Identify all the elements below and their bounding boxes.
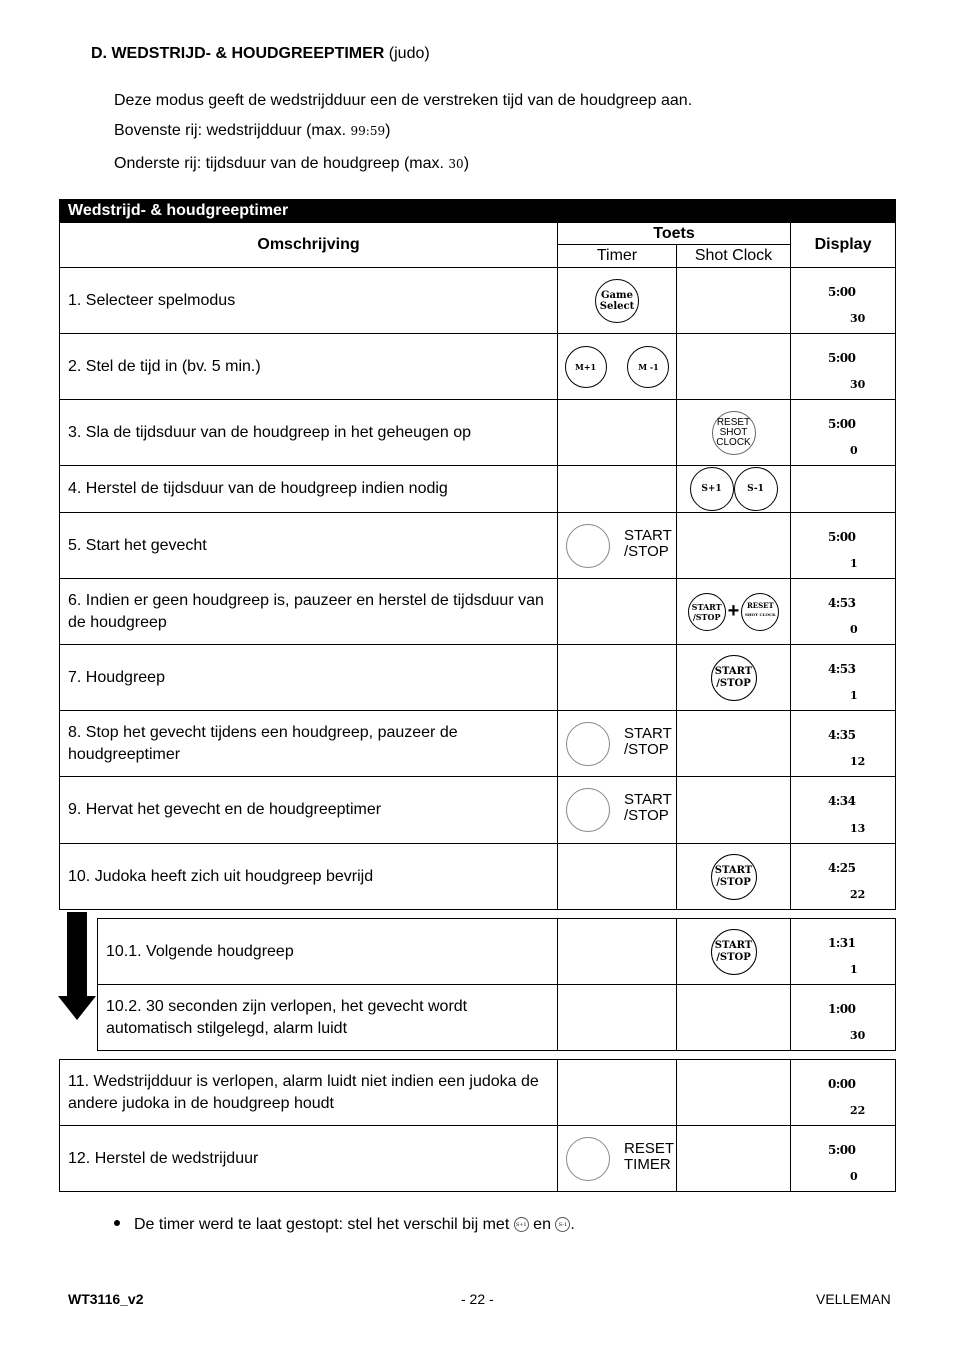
timer-text: TIMER <box>624 1155 671 1173</box>
footer-model: WT3116_v2 <box>68 1291 144 1307</box>
display-top: 5:00 <box>828 284 856 299</box>
display-top: 5:00 <box>828 529 856 544</box>
reset-shot-clock-button[interactable] <box>712 411 756 455</box>
timer-key-cell <box>558 1060 677 1126</box>
display-cell <box>791 844 896 910</box>
display-top: 0:00 <box>828 1076 856 1091</box>
row-description: 8. Stop het gevecht tijdens een houdgreep, pauzeer de houdgreeptimer <box>60 711 558 777</box>
row-description: 7. Houdgreep <box>60 645 558 711</box>
start-text: START <box>714 939 753 951</box>
display-top: 5:00 <box>828 1142 856 1157</box>
row-description: 5. Start het gevecht <box>60 513 558 579</box>
table-row <box>98 919 896 985</box>
table-row <box>60 844 896 910</box>
reset-timer-label <box>624 1141 674 1173</box>
s-plus-mini-icon: S+1 <box>514 1217 529 1232</box>
row-description: 6. Indien er geen houdgreep is, pauzeer en herstel de tijdsduur van de houdgreep <box>60 579 558 645</box>
display-bottom: 1 <box>850 688 858 702</box>
timer-key-cell <box>558 711 677 777</box>
col-header-key: Toets <box>558 223 791 245</box>
timer-key-cell <box>558 513 677 579</box>
s-plus-button[interactable]: S+1 <box>690 467 734 511</box>
display-cell <box>791 579 896 645</box>
timer-key-cell <box>558 466 677 513</box>
display-cell <box>791 985 896 1051</box>
m-minus-button[interactable]: M -1 <box>627 346 669 388</box>
display-cell <box>791 919 896 985</box>
display-top: 4:53 <box>828 661 856 676</box>
row-description: 4. Herstel de tijdsduur van de houdgreep indien nodig <box>60 466 558 513</box>
col-header-description: Omschrijving <box>60 223 558 268</box>
shot-clock-label: SHOT CLOCK <box>745 611 776 617</box>
start-text: START <box>691 601 722 612</box>
m-plus-button[interactable]: M+1 <box>565 346 607 388</box>
shotclock-key-cell <box>677 513 791 579</box>
reset-label: RESET <box>746 600 774 610</box>
shot-label: SHOT <box>719 426 748 438</box>
timer-key-cell <box>558 777 677 844</box>
intro-line-2-text: Bovenste rij: wedstrijdduur (max. <box>114 122 351 139</box>
start-stop-label <box>624 792 672 824</box>
display-cell <box>791 1060 896 1126</box>
start-stop-button[interactable] <box>558 514 676 578</box>
intro-line-3-text: Onderste rij: tijdsduur van de houdgreep (max. <box>114 155 449 172</box>
table-row <box>60 334 896 400</box>
table-row <box>60 777 896 844</box>
footer-brand: VELLEMAN <box>816 1291 891 1307</box>
row-description: 11. Wedstrijdduur is verlopen, alarm luidt niet indien een judoka de andere judoka in de houdgreep houdt <box>60 1060 558 1126</box>
note-bullet <box>114 1216 575 1234</box>
display-cell <box>791 777 896 844</box>
intro-line-2-num: 99:59 <box>350 124 386 138</box>
table-row <box>60 1126 896 1192</box>
stop-text: /STOP <box>716 677 751 689</box>
start-text: START <box>624 526 672 544</box>
intro-line-2-end: ) <box>385 122 391 139</box>
row-description: 1. Selecteer spelmodus <box>60 268 558 334</box>
row-description: 12. Herstel de wedstrijduur <box>60 1126 558 1192</box>
timer-key-cell <box>558 334 677 400</box>
intro-line-3-end: ) <box>463 155 470 172</box>
display-cell <box>791 334 896 400</box>
button-ring <box>566 722 610 766</box>
display-bottom: 12 <box>850 754 866 768</box>
timer-table <box>59 199 896 910</box>
display-top: 4:34 <box>828 793 856 808</box>
stop-text: /STOP <box>624 542 669 560</box>
bullet-icon <box>114 1220 120 1226</box>
col-header-shotclock: Shot Clock <box>677 245 791 268</box>
plus-sign: + <box>727 600 740 622</box>
note-text: De timer werd te laat gestopt: stel het verschil bij met <box>134 1216 514 1233</box>
row-description: 10.2. 30 seconden zijn verlopen, het gevecht wordt automatisch stilgelegd, alarm luidt <box>98 985 558 1051</box>
start-stop-button[interactable] <box>558 712 676 776</box>
shotclock-key-cell <box>677 919 791 985</box>
game-select-label-1: Game <box>601 289 633 301</box>
display-bottom: 0 <box>850 1169 858 1183</box>
reset-timer-button[interactable] <box>558 1127 676 1191</box>
s-minus-button[interactable]: S-1 <box>734 467 778 511</box>
timer-key-cell <box>558 844 677 910</box>
table-row <box>60 579 896 645</box>
display-top: 1:00 <box>828 1001 856 1016</box>
start-stop-label <box>624 726 672 758</box>
display-top: 1:31 <box>828 935 856 950</box>
shotclock-key-cell <box>677 334 791 400</box>
note-end: . <box>570 1216 575 1233</box>
reset-shot-clock-button[interactable] <box>741 593 779 631</box>
display-bottom: 22 <box>850 887 866 901</box>
intro-line-1: Deze modus geeft de wedstrijdduur een de verstreken tijd van de houdgreep aan. <box>114 92 693 109</box>
clock-label: CLOCK <box>716 436 751 448</box>
row-description: 2. Stel de tijd in (bv. 5 min.) <box>60 334 558 400</box>
start-stop-button[interactable] <box>558 778 676 843</box>
down-arrow-shaft <box>67 912 87 998</box>
table-row <box>60 645 896 711</box>
table-row <box>60 268 896 334</box>
display-bottom: 1 <box>850 556 858 570</box>
table-row <box>60 711 896 777</box>
col-header-display: Display <box>791 223 896 268</box>
timer-key-cell <box>558 400 677 466</box>
stop-text: /STOP <box>624 740 669 758</box>
display-bottom: 0 <box>850 443 858 457</box>
down-arrow-icon <box>58 996 96 1020</box>
stop-text: /STOP <box>624 806 669 824</box>
shotclock-key-cell <box>677 844 791 910</box>
row-description: 10.1. Volgende houdgreep <box>98 919 558 985</box>
display-bottom: 1 <box>850 962 858 976</box>
shotclock-key-cell <box>677 400 791 466</box>
display-bottom: 22 <box>850 1103 866 1117</box>
display-cell <box>791 466 896 513</box>
start-text: START <box>714 665 753 677</box>
display-cell <box>791 1126 896 1192</box>
start-text: START <box>714 864 753 876</box>
footer-page-number: - 22 - <box>461 1291 494 1307</box>
table-row <box>60 1060 896 1126</box>
shotclock-key-cell <box>677 579 791 645</box>
s-minus-mini-icon: S-1 <box>555 1217 570 1232</box>
display-bottom: 30 <box>850 377 866 391</box>
display-bottom: 0 <box>850 622 858 636</box>
start-stop-shotclock-button[interactable] <box>711 929 757 975</box>
section-heading <box>91 45 430 63</box>
table-row <box>60 400 896 466</box>
display-top: 4:25 <box>828 860 856 875</box>
start-stop-shotclock-button[interactable] <box>711 854 757 900</box>
start-stop-shotclock-button[interactable] <box>688 593 726 631</box>
timer-key-cell <box>558 1126 677 1192</box>
display-top: 4:35 <box>828 727 856 742</box>
display-top: 4:53 <box>828 595 856 610</box>
heading-bold: D. WEDSTRIJD- & HOUDGREEPTIMER <box>91 45 385 62</box>
shotclock-key-cell <box>677 645 791 711</box>
intro-line-2 <box>114 122 390 140</box>
game-select-label-2: Select <box>599 300 635 312</box>
display-top: 5:00 <box>828 416 856 431</box>
subrow-table <box>97 918 896 1051</box>
row-description: 3. Sla de tijdsduur van de houdgreep in het geheugen op <box>60 400 558 466</box>
start-stop-shotclock-button[interactable] <box>711 655 757 701</box>
shotclock-key-cell <box>677 711 791 777</box>
game-select-button[interactable] <box>595 279 639 323</box>
button-ring <box>566 1137 610 1181</box>
display-cell <box>791 513 896 579</box>
display-bottom: 30 <box>850 1028 866 1042</box>
table-row <box>98 985 896 1051</box>
display-bottom: 13 <box>850 821 866 835</box>
shotclock-key-cell <box>677 268 791 334</box>
col-header-timer: Timer <box>558 245 677 268</box>
display-bottom: 30 <box>850 311 866 325</box>
heading-suffix: (judo) <box>384 45 430 62</box>
end-table <box>59 1059 896 1192</box>
shotclock-key-cell <box>677 1060 791 1126</box>
display-cell <box>791 268 896 334</box>
note-and: en <box>528 1216 556 1233</box>
start-text: START <box>624 790 672 808</box>
intro-line-3 <box>114 155 469 173</box>
shotclock-key-cell <box>677 1126 791 1192</box>
stop-text: /STOP <box>716 876 751 888</box>
timer-key-cell <box>558 919 677 985</box>
reset-label: RESET <box>716 416 751 428</box>
row-description: 9. Hervat het gevecht en de houdgreeptimer <box>60 777 558 844</box>
display-cell <box>791 645 896 711</box>
table-row <box>60 466 896 513</box>
table-banner: Wedstrijd- & houdgreeptimer <box>60 200 896 223</box>
display-cell <box>791 711 896 777</box>
shotclock-key-cell <box>677 466 791 513</box>
stop-text: /STOP <box>716 951 751 963</box>
button-ring <box>566 524 610 568</box>
intro-line-3-num: 30 <box>448 157 464 171</box>
table-row <box>60 513 896 579</box>
row-description: 10. Judoka heeft zich uit houdgreep bevrijd <box>60 844 558 910</box>
timer-key-cell <box>558 268 677 334</box>
shotclock-key-cell <box>677 777 791 844</box>
display-cell <box>791 400 896 466</box>
timer-key-cell <box>558 985 677 1051</box>
timer-key-cell <box>558 645 677 711</box>
shotclock-key-cell <box>677 985 791 1051</box>
start-text: START <box>624 724 672 742</box>
timer-key-cell <box>558 579 677 645</box>
button-ring <box>566 788 610 832</box>
stop-text: /STOP <box>692 611 721 622</box>
display-top: 5:00 <box>828 350 856 365</box>
reset-text: RESET <box>624 1139 675 1157</box>
start-stop-label <box>624 528 672 560</box>
